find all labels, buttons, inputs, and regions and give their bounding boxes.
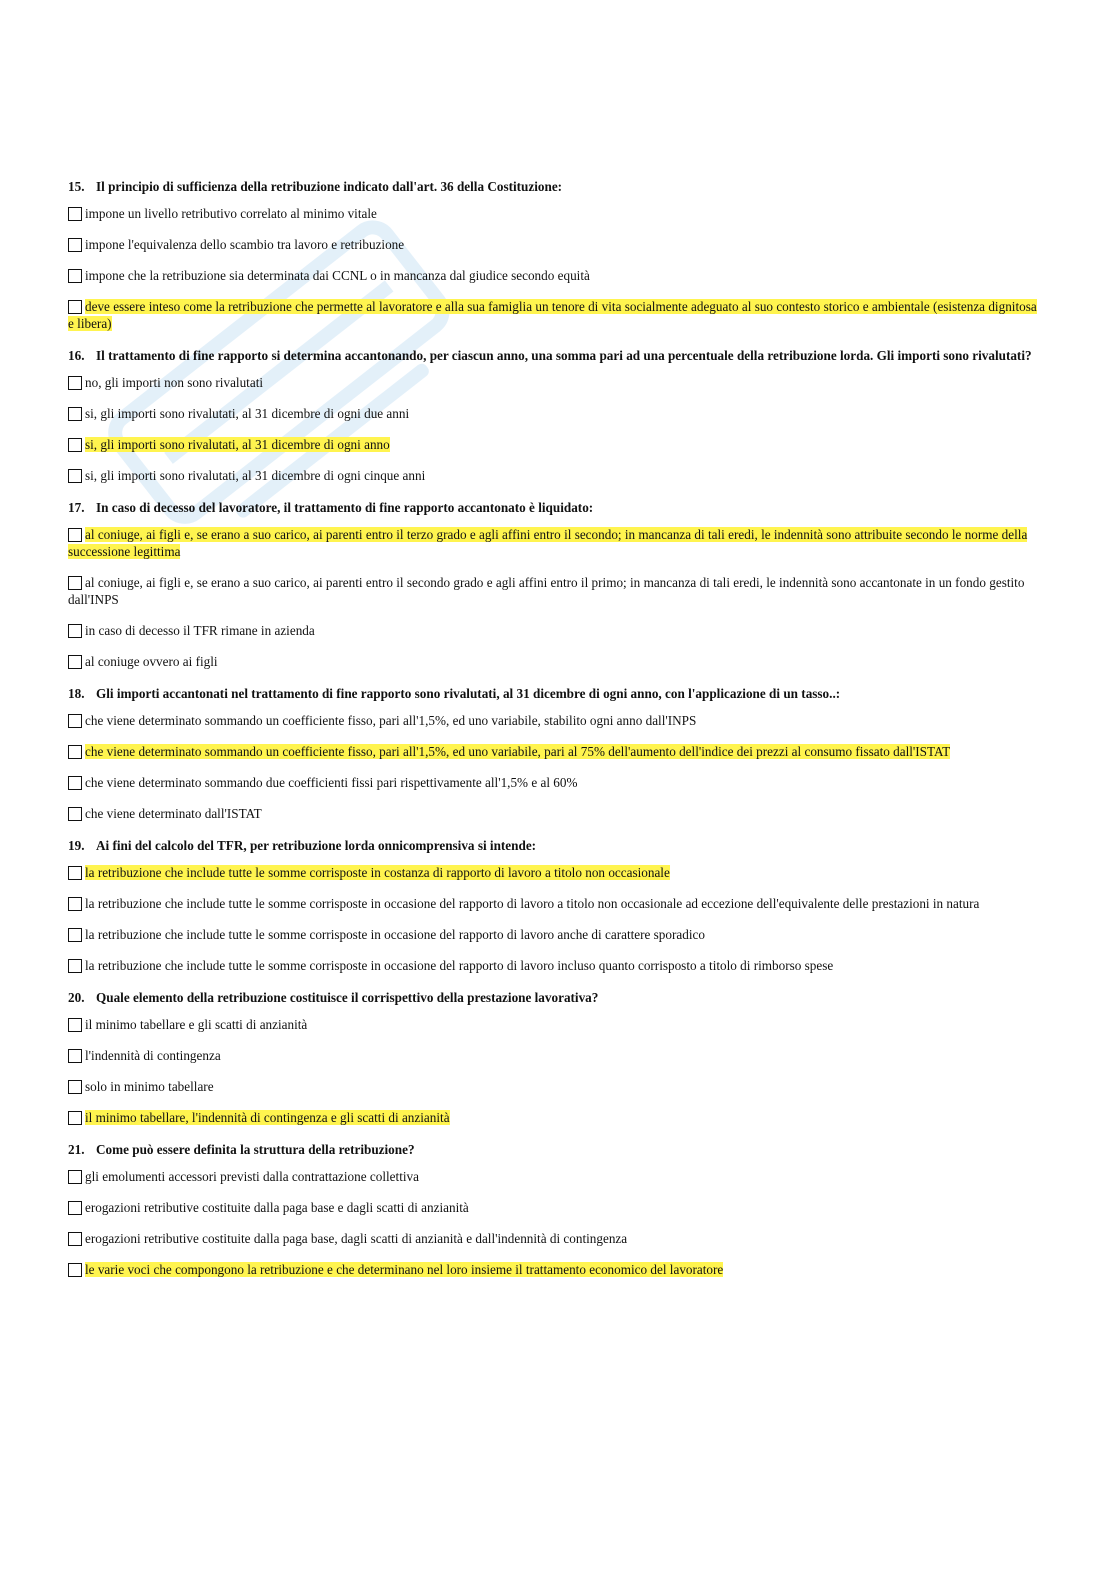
question-title xyxy=(68,990,1040,1006)
answer-option[interactable] xyxy=(68,405,1040,422)
answer-label: solo in minimo tabellare xyxy=(85,1079,214,1094)
answer-label: che viene determinato sommando un coefficiente fisso, pari all'1,5%, ed uno variabile, stabilito ogni anno dall'INPS xyxy=(85,713,697,728)
question-text: Come può essere definita la struttura della retribuzione? xyxy=(96,1142,415,1157)
question-block xyxy=(68,686,1040,822)
question-title xyxy=(68,500,1040,516)
answer-checkbox[interactable] xyxy=(68,655,82,669)
answer-label: al coniuge ovvero ai figli xyxy=(85,654,218,669)
answer-checkbox[interactable] xyxy=(68,238,82,252)
answer-checkbox[interactable] xyxy=(68,1170,82,1184)
answer-label: il minimo tabellare e gli scatti di anzianità xyxy=(85,1017,308,1032)
answer-label: il minimo tabellare, l'indennità di contingenza e gli scatti di anzianità xyxy=(85,1110,450,1125)
answer-checkbox[interactable] xyxy=(68,300,82,314)
answer-checkbox[interactable] xyxy=(68,1232,82,1246)
answer-option[interactable] xyxy=(68,957,1040,974)
answer-checkbox[interactable] xyxy=(68,438,82,452)
answer-option[interactable] xyxy=(68,743,1040,760)
answer-checkbox[interactable] xyxy=(68,745,82,759)
answer-checkbox[interactable] xyxy=(68,1201,82,1215)
question-text: Il principio di sufficienza della retribuzione indicato dall'art. 36 della Costituzione: xyxy=(96,179,563,194)
answer-label: la retribuzione che include tutte le somme corrisposte in occasione del rapporto di lavoro incluso quanto corrisposto a titolo di rimborso spese xyxy=(85,958,834,973)
question-title xyxy=(68,686,1040,702)
answer-label: erogazioni retributive costituite dalla paga base e dagli scatti di anzianità xyxy=(85,1200,469,1215)
question-title xyxy=(68,838,1040,854)
answer-option[interactable] xyxy=(68,526,1040,560)
answer-label: impone un livello retributivo correlato al minimo vitale xyxy=(85,206,377,221)
answer-label: deve essere inteso come la retribuzione che permette al lavoratore e alla sua famiglia un tenore di vita socialmente adeguato al suo contesto storico e ambientale (esistenza dignitosa e libera) xyxy=(68,299,1037,331)
answer-option[interactable] xyxy=(68,1047,1040,1064)
answer-checkbox[interactable] xyxy=(68,624,82,638)
question-number: 20. xyxy=(68,990,85,1005)
answer-option[interactable] xyxy=(68,374,1040,391)
answer-label: in caso di decesso il TFR rimane in azienda xyxy=(85,623,315,638)
answer-checkbox[interactable] xyxy=(68,807,82,821)
answer-option[interactable] xyxy=(68,205,1040,222)
answer-label: che viene determinato sommando un coefficiente fisso, pari all'1,5%, ed uno variabile, pari al 75% dell'aumento dell'indice dei prezzi al consumo fissato dall'ISTAT xyxy=(85,744,951,759)
answer-option[interactable] xyxy=(68,1078,1040,1095)
answer-label: gli emolumenti accessori previsti dalla contrattazione collettiva xyxy=(85,1169,419,1184)
answer-option[interactable] xyxy=(68,653,1040,670)
answer-label: impone l'equivalenza dello scambio tra lavoro e retribuzione xyxy=(85,237,405,252)
question-number: 19. xyxy=(68,838,85,853)
answer-label: la retribuzione che include tutte le somme corrisposte in costanza di rapporto di lavoro a titolo non occasionale xyxy=(85,865,670,880)
answer-checkbox[interactable] xyxy=(68,1049,82,1063)
answer-option[interactable] xyxy=(68,926,1040,943)
answer-label: che viene determinato sommando due coefficienti fissi pari rispettivamente all'1,5% e al 60% xyxy=(85,775,578,790)
answer-option[interactable] xyxy=(68,1016,1040,1033)
answer-checkbox[interactable] xyxy=(68,866,82,880)
question-number: 18. xyxy=(68,686,85,701)
question-number: 16. xyxy=(68,348,85,363)
answer-option[interactable] xyxy=(68,895,1040,912)
answer-checkbox[interactable] xyxy=(68,207,82,221)
question-block xyxy=(68,1142,1040,1278)
answer-checkbox[interactable] xyxy=(68,928,82,942)
question-number: 17. xyxy=(68,500,85,515)
question-block xyxy=(68,500,1040,670)
answer-label: si, gli importi sono rivalutati, al 31 dicembre di ogni anno xyxy=(85,437,390,452)
question-text: Ai fini del calcolo del TFR, per retribuzione lorda onnicomprensiva si intende: xyxy=(96,838,537,853)
answer-label: la retribuzione che include tutte le somme corrisposte in occasione del rapporto di lavoro anche di carattere sporadico xyxy=(85,927,705,942)
answer-label: la retribuzione che include tutte le somme corrisposte in occasione del rapporto di lavoro a titolo non occasionale ad eccezione dell'equivalente delle prestazioni in natura xyxy=(85,896,980,911)
answer-option[interactable] xyxy=(68,774,1040,791)
answer-label: l'indennità di contingenza xyxy=(85,1048,221,1063)
answer-label: impone che la retribuzione sia determinata dai CCNL o in mancanza dal giudice secondo equità xyxy=(85,268,590,283)
question-block xyxy=(68,348,1040,484)
question-block xyxy=(68,990,1040,1126)
answer-checkbox[interactable] xyxy=(68,376,82,390)
answer-checkbox[interactable] xyxy=(68,469,82,483)
answer-option[interactable] xyxy=(68,574,1040,608)
answer-option[interactable] xyxy=(68,1109,1040,1126)
answer-option[interactable] xyxy=(68,622,1040,639)
question-text: Quale elemento della retribuzione costituisce il corrispettivo della prestazione lavorativa? xyxy=(96,990,599,1005)
answer-option[interactable] xyxy=(68,864,1040,881)
answer-option[interactable] xyxy=(68,267,1040,284)
answer-checkbox[interactable] xyxy=(68,528,82,542)
answer-checkbox[interactable] xyxy=(68,1080,82,1094)
question-text: Gli importi accantonati nel trattamento di fine rapporto sono rivalutati, al 31 dicembre di ogni anno, con l'applicazione di un tasso..: xyxy=(96,686,841,701)
quiz-content xyxy=(68,179,1040,1294)
answer-label: erogazioni retributive costituite dalla paga base, dagli scatti di anzianità e dall'indennità di contingenza xyxy=(85,1231,628,1246)
answer-checkbox[interactable] xyxy=(68,269,82,283)
question-number: 15. xyxy=(68,179,85,194)
answer-option[interactable] xyxy=(68,1168,1040,1185)
question-title xyxy=(68,179,1040,195)
answer-option[interactable] xyxy=(68,236,1040,253)
answer-checkbox[interactable] xyxy=(68,959,82,973)
answer-checkbox[interactable] xyxy=(68,776,82,790)
question-text: In caso di decesso del lavoratore, il trattamento di fine rapporto accantonato è liquidato: xyxy=(96,500,594,515)
answer-label: le varie voci che compongono la retribuzione e che determinano nel loro insieme il trattamento economico del lavoratore xyxy=(85,1262,724,1277)
answer-label: che viene determinato dall'ISTAT xyxy=(85,806,262,821)
answer-checkbox[interactable] xyxy=(68,1263,82,1277)
answer-label: al coniuge, ai figli e, se erano a suo carico, ai parenti entro il terzo grado e agli affini entro il secondo; in mancanza di tali eredi, le indennità sono attribuite secondo le norme della successione legittima xyxy=(68,527,1028,559)
answer-label: al coniuge, ai figli e, se erano a suo carico, ai parenti entro il secondo grado e agli affini entro il primo; in mancanza di tali eredi, le indennità sono accantonate in un fondo gestito dall'INPS xyxy=(68,575,1025,607)
answer-option[interactable] xyxy=(68,1261,1040,1278)
question-title xyxy=(68,348,1040,364)
answer-option[interactable] xyxy=(68,1199,1040,1216)
answer-checkbox[interactable] xyxy=(68,714,82,728)
answer-option[interactable] xyxy=(68,1230,1040,1247)
answer-checkbox[interactable] xyxy=(68,576,82,590)
question-number: 21. xyxy=(68,1142,85,1157)
answer-label: si, gli importi sono rivalutati, al 31 dicembre di ogni due anni xyxy=(85,406,410,421)
question-title xyxy=(68,1142,1040,1158)
answer-checkbox[interactable] xyxy=(68,1018,82,1032)
question-block xyxy=(68,179,1040,332)
answer-checkbox[interactable] xyxy=(68,1111,82,1125)
answer-label: si, gli importi sono rivalutati, al 31 dicembre di ogni cinque anni xyxy=(85,468,426,483)
answer-checkbox[interactable] xyxy=(68,897,82,911)
answer-option[interactable] xyxy=(68,467,1040,484)
answer-label: no, gli importi non sono rivalutati xyxy=(85,375,264,390)
answer-option[interactable] xyxy=(68,298,1040,332)
answer-option[interactable] xyxy=(68,712,1040,729)
answer-option[interactable] xyxy=(68,436,1040,453)
question-text: Il trattamento di fine rapporto si determina accantonando, per ciascun anno, una somma pari ad una percentuale della retribuzione lorda. Gli importi sono rivalutati? xyxy=(96,348,1032,363)
answer-option[interactable] xyxy=(68,805,1040,822)
question-block xyxy=(68,838,1040,974)
answer-checkbox[interactable] xyxy=(68,407,82,421)
